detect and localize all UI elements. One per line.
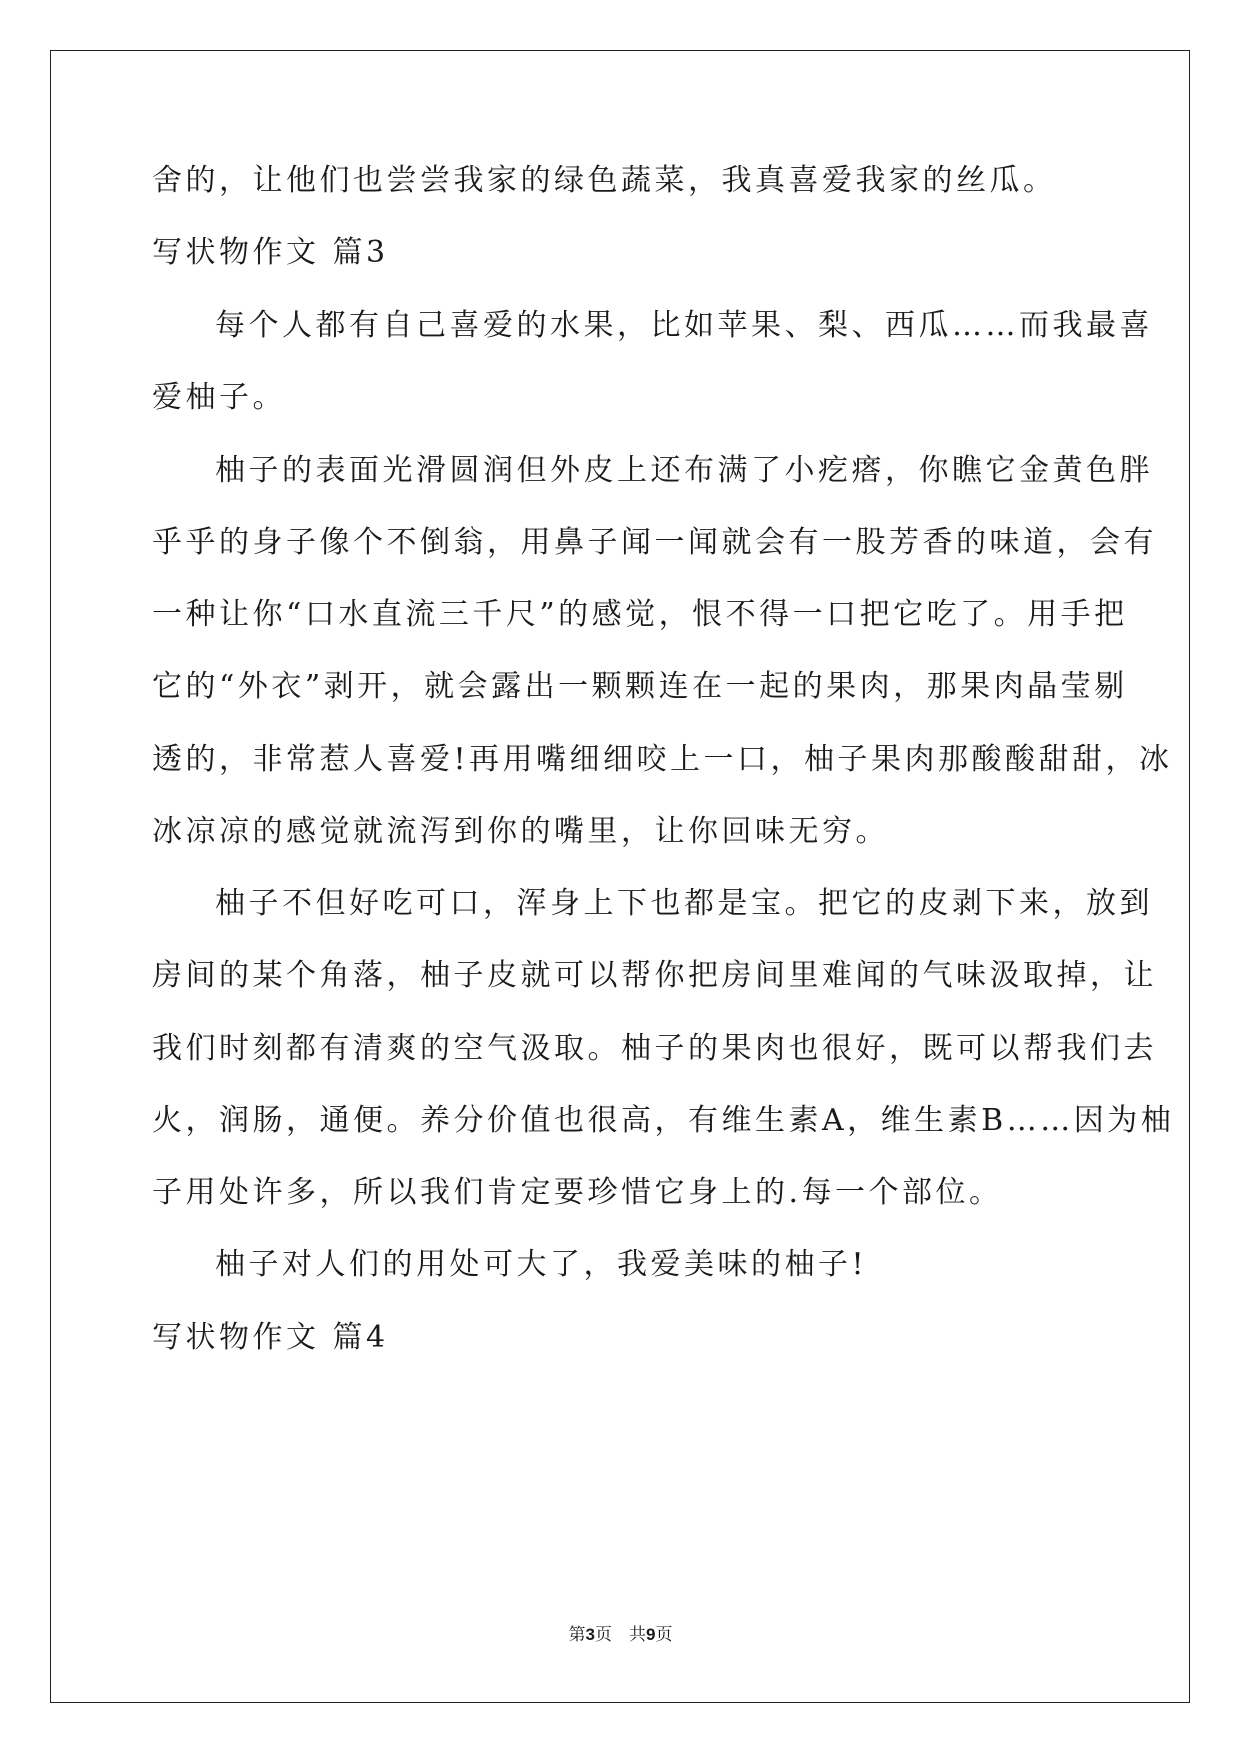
paragraph-line: 火，润肠，通便。养分价值也很高，有维生素A，维生素B……因为柚 bbox=[152, 1103, 1175, 1138]
text-line: 舍的，让他们也尝尝我家的绿色蔬菜，我真喜爱我家的丝瓜。 bbox=[152, 163, 1057, 198]
page-border bbox=[50, 50, 1190, 1703]
paragraph-line: 透的，非常惹人喜爱!再用嘴细细咬上一口，柚子果肉那酸酸甜甜，冰 bbox=[152, 742, 1173, 777]
paragraph-line: 柚子的表面光滑圆润但外皮上还布满了小疙瘩，你瞧它金黄色胖 bbox=[215, 453, 1153, 488]
section-heading: 写状物作文 篇3 bbox=[152, 235, 389, 270]
paragraph-line: 爱柚子。 bbox=[152, 380, 286, 415]
page-footer bbox=[0, 1625, 1241, 1645]
paragraph-line: 我们时刻都有清爽的空气汲取。柚子的果肉也很好，既可以帮我们去 bbox=[152, 1031, 1157, 1066]
paragraph-line: 柚子对人们的用处可大了，我爱美味的柚子! bbox=[215, 1247, 868, 1282]
paragraph-line: 冰凉凉的感觉就流泻到你的嘴里，让你回味无穷。 bbox=[152, 814, 889, 849]
paragraph-line: 一种让你“口水直流三千尺”的感觉，恨不得一口把它吃了。用手把 bbox=[152, 597, 1128, 632]
page-current: 3 bbox=[585, 1625, 595, 1644]
section-heading: 写状物作文 篇4 bbox=[152, 1320, 389, 1355]
page-total: 9 bbox=[646, 1625, 656, 1644]
paragraph-line: 房间的某个角落，柚子皮就可以帮你把房间里难闻的气味汲取掉，让 bbox=[152, 958, 1157, 993]
paragraph-line: 乎乎的身子像个不倒翁，用鼻子闻一闻就会有一股芳香的味道，会有 bbox=[152, 525, 1157, 560]
paragraph-line: 柚子不但好吃可口，浑身上下也都是宝。把它的皮剥下来，放到 bbox=[215, 886, 1153, 921]
paragraph-line: 它的“外衣”剥开，就会露出一颗颗连在一起的果肉，那果肉晶莹剔 bbox=[152, 669, 1128, 704]
page-prefix: 第 bbox=[568, 1625, 586, 1645]
paragraph-line: 子用处许多，所以我们肯定要珍惜它身上的.每一个部位。 bbox=[152, 1175, 1003, 1210]
page-suffix: 页 bbox=[655, 1625, 673, 1645]
paragraph-line: 每个人都有自己喜爱的水果，比如苹果、梨、西瓜……而我最喜 bbox=[215, 308, 1153, 343]
page-mid: 页 共 bbox=[595, 1625, 646, 1645]
